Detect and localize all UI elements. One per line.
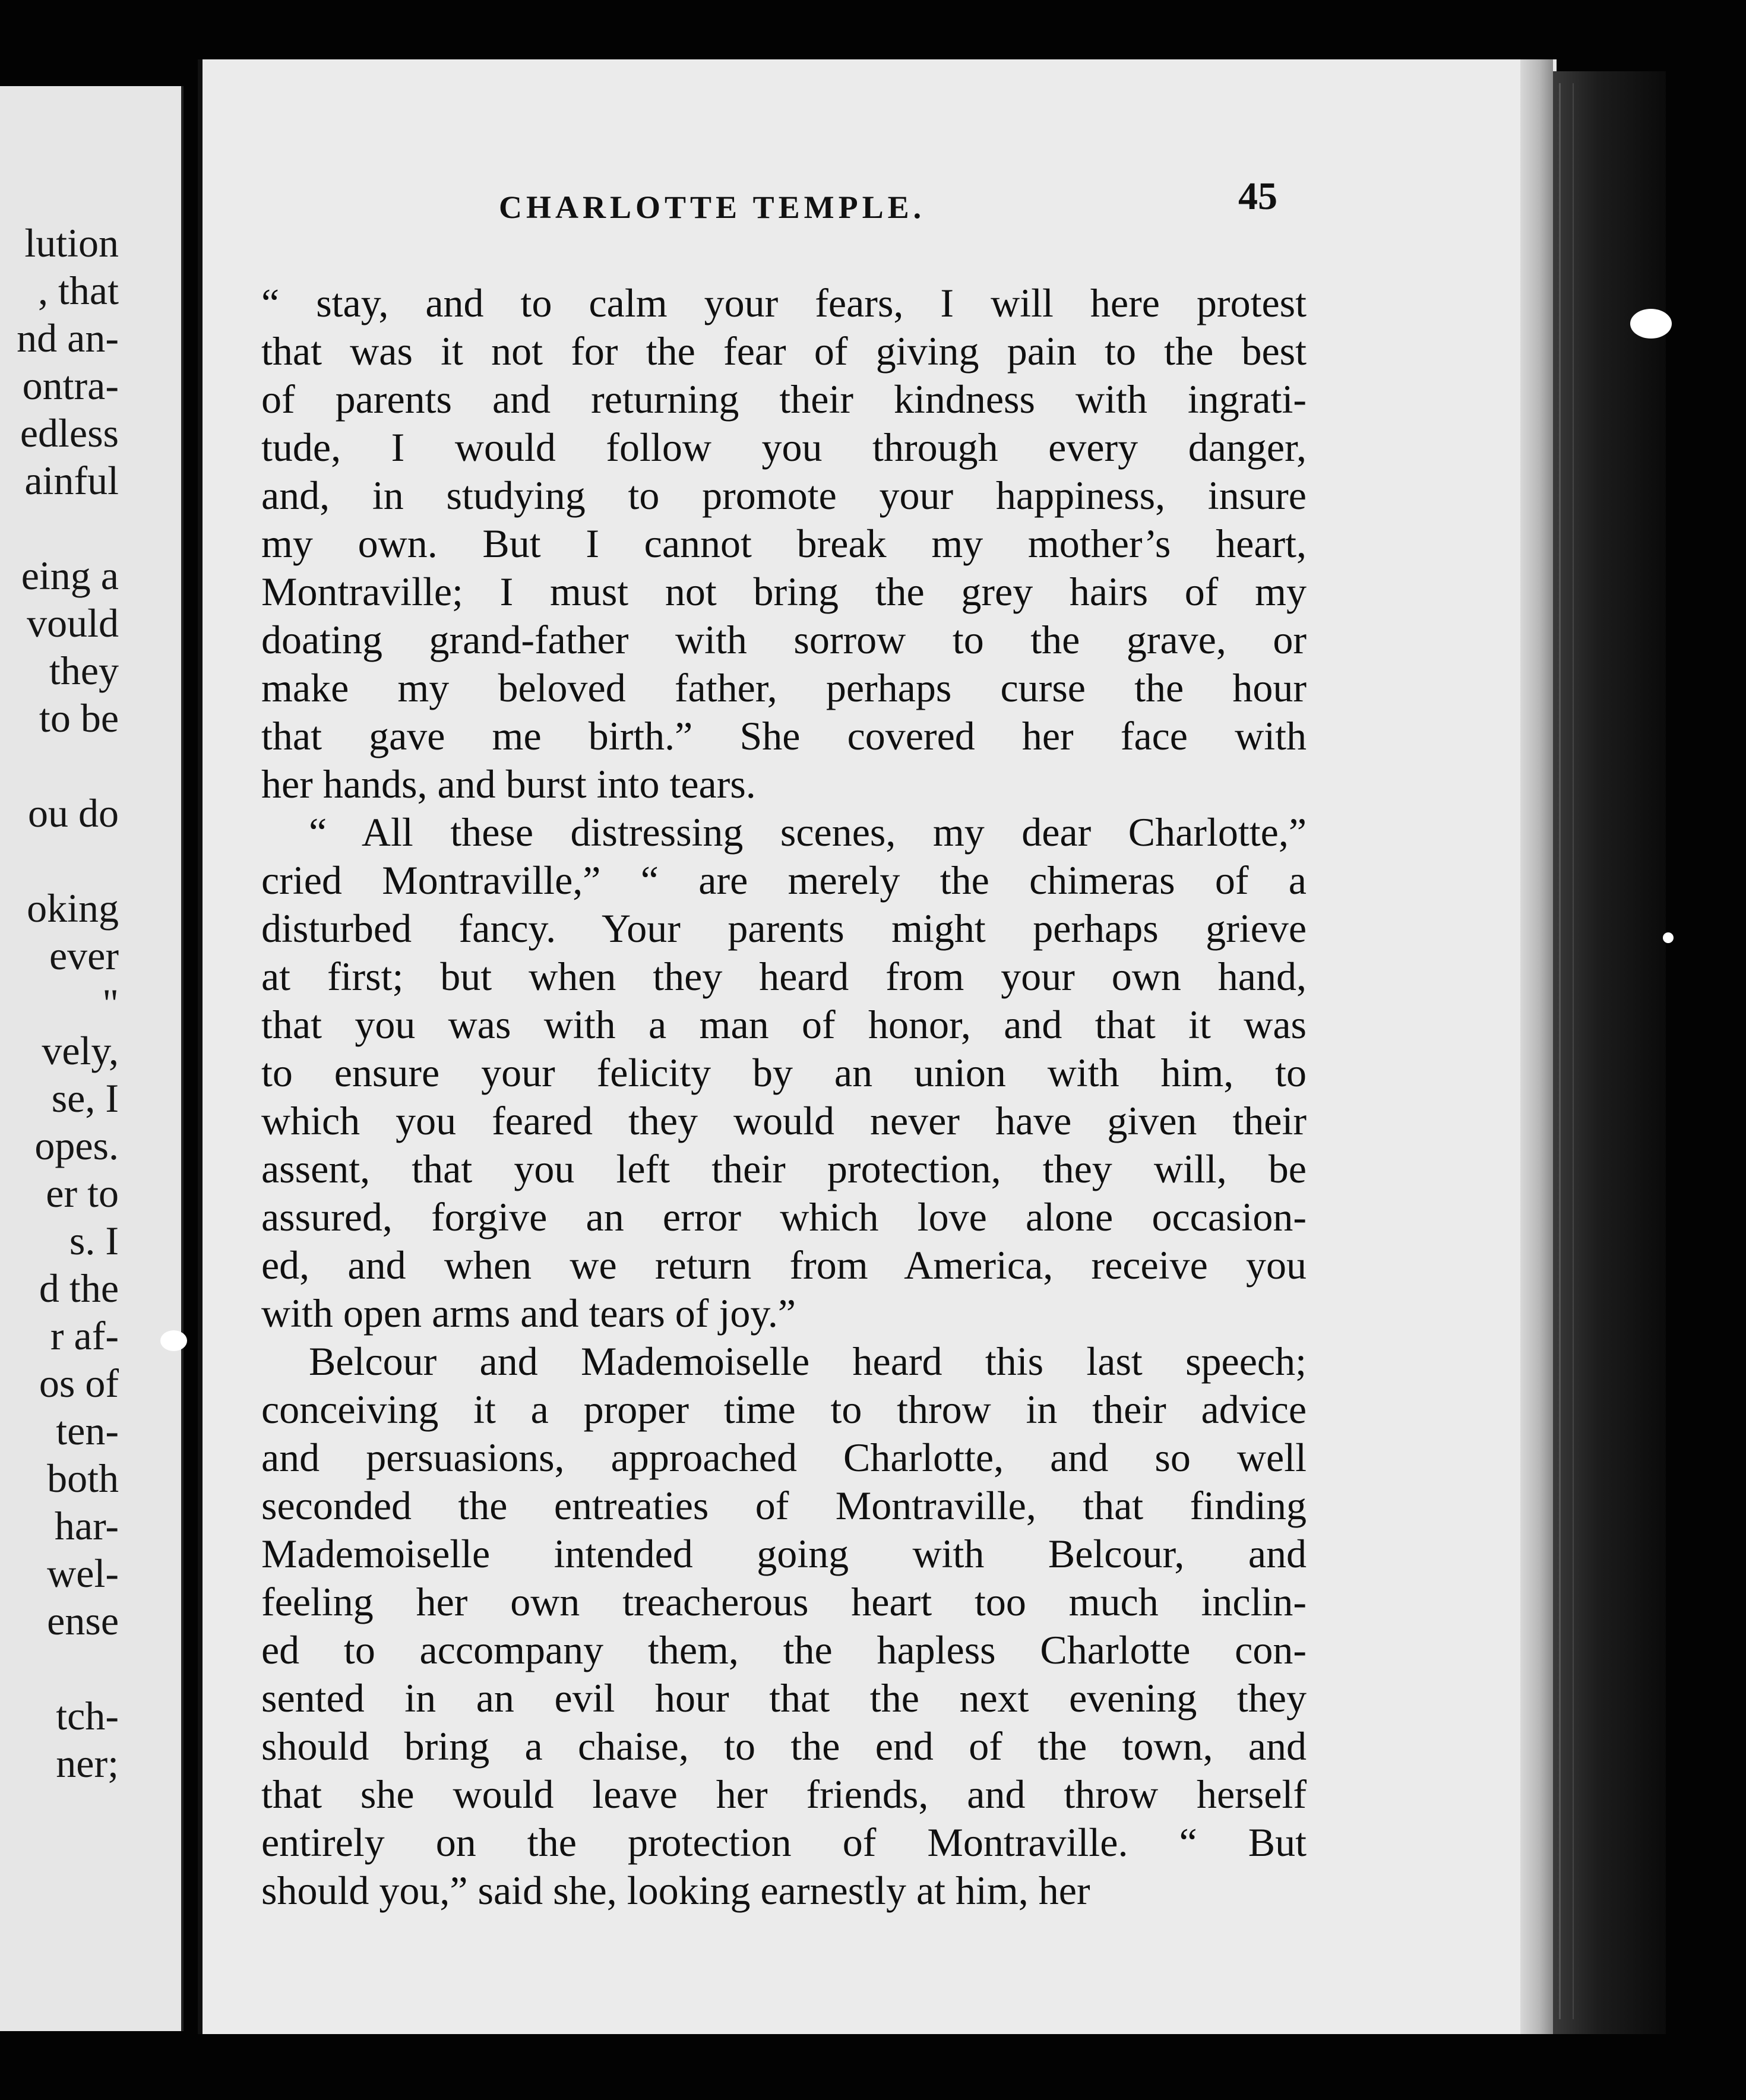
spine-binding-lines [1559,83,1574,2019]
text-line: “ All these distressing scenes, my dear Charlotte,” [309,809,1307,855]
left-page-fragment: to be [39,695,119,741]
left-page-fragment: edless [20,410,119,456]
page-edge [1520,59,1553,2034]
text-line: disturbed fancy. Your parents might perhaps grieve [261,906,1307,951]
text-line: should bring a chaise, to the end of the town, and [261,1723,1307,1769]
paper-speck [160,1330,187,1351]
text-line: which you feared they would never have given their [261,1098,1307,1143]
left-page-fragment: ainful [24,458,119,503]
left-page-fragment: ner; [56,1741,119,1786]
left-page-fragment: oking [27,885,119,931]
left-page-fragment: lution [24,220,119,265]
page-number: 45 [1238,175,1277,218]
text-line: Mademoiselle intended going with Belcour, and [261,1531,1307,1576]
left-page-fragment: ontra- [22,363,119,408]
left-page-fragment: se, I [51,1076,119,1121]
text-line: and persuasions, approached Charlotte, and so well [261,1435,1307,1480]
text-line: Belcour and Mademoiselle heard this last speech; [309,1339,1307,1384]
text-line: that gave me birth.” She covered her face with [261,713,1307,758]
left-page-fragment: wel- [47,1551,119,1596]
text-line: with open arms and tears of joy.” [261,1291,796,1336]
text-line: that was it not for the fear of giving pain to the best [261,328,1307,374]
text-line: assured, forgive an error which love alone occasion- [261,1194,1307,1239]
left-page-fragment: er to [46,1171,119,1216]
text-line: doating grand-father with sorrow to the grave, or [261,617,1307,662]
left-page-fragment: d the [39,1266,119,1311]
left-page-fragment: , that [38,268,119,313]
left-page-fragment: opes. [34,1123,119,1168]
running-head: CHARLOTTE TEMPLE. [499,189,926,225]
text-line: her hands, and burst into tears. [261,761,756,807]
left-page-fragment: ense [47,1598,119,1643]
left-page-fragment: both [47,1456,119,1501]
text-line: tude, I would follow you through every danger, [261,425,1307,470]
text-line: assent, that you left their protection, they will, be [261,1146,1307,1191]
text-line: make my beloved father, perhaps curse the hour [261,665,1307,710]
left-page-fragment: s. I [69,1218,119,1263]
left-page-fragment: tch- [56,1693,119,1738]
left-page-fragment: they [49,648,119,693]
text-line: my own. But I cannot break my mother’s heart, [261,521,1307,566]
left-page-fragment: vould [27,600,119,646]
text-line: and, in studying to promote your happiness, insure [261,473,1307,518]
text-line: of parents and returning their kindness with ingrati- [261,377,1307,422]
text-line: ed, and when we return from America, receive you [261,1242,1307,1288]
text-line: ed to accompany them, the hapless Charlotte con- [261,1627,1307,1672]
text-line: feeling her own treacherous heart too much inclin- [261,1579,1307,1624]
left-page-fragment: nd an- [17,315,119,360]
paper-speck [1630,309,1672,339]
paper-speck [1663,932,1674,943]
text-line: cried Montraville,” “ are merely the chimeras of a [261,858,1307,903]
left-page [0,86,184,2031]
text-line: that you was with a man of honor, and that it was [261,1002,1307,1047]
left-page-fragment: ever [49,933,119,978]
left-page-fragment: r af- [50,1313,119,1358]
left-page-fragment: os of [39,1361,119,1406]
left-page-fragment: " [102,981,119,1026]
text-line: conceiving it a proper time to throw in their advice [261,1387,1307,1432]
text-line: seconded the entreaties of Montraville, that finding [261,1483,1307,1528]
text-line: Montraville; I must not bring the grey hairs of my [261,569,1307,614]
left-page-fragment: ou do [28,790,119,836]
text-line: to ensure your felicity by an union with him, to [261,1050,1307,1095]
text-line: that she would leave her friends, and throw herself [261,1772,1307,1817]
text-line: should you,” said she, looking earnestly at him, her [261,1868,1090,1913]
left-page-fragment: har- [54,1503,119,1548]
left-page-fragment: vely, [42,1028,119,1073]
text-line: “ stay, and to calm your fears, I will here protest [261,280,1307,325]
text-line: sented in an evil hour that the next evening they [261,1675,1307,1721]
text-line: entirely on the protection of Montraville. “ But [261,1820,1307,1865]
left-page-fragment: ten- [56,1408,119,1453]
left-page-fragment: eing a [21,553,119,598]
text-line: at first; but when they heard from your own hand, [261,954,1307,999]
